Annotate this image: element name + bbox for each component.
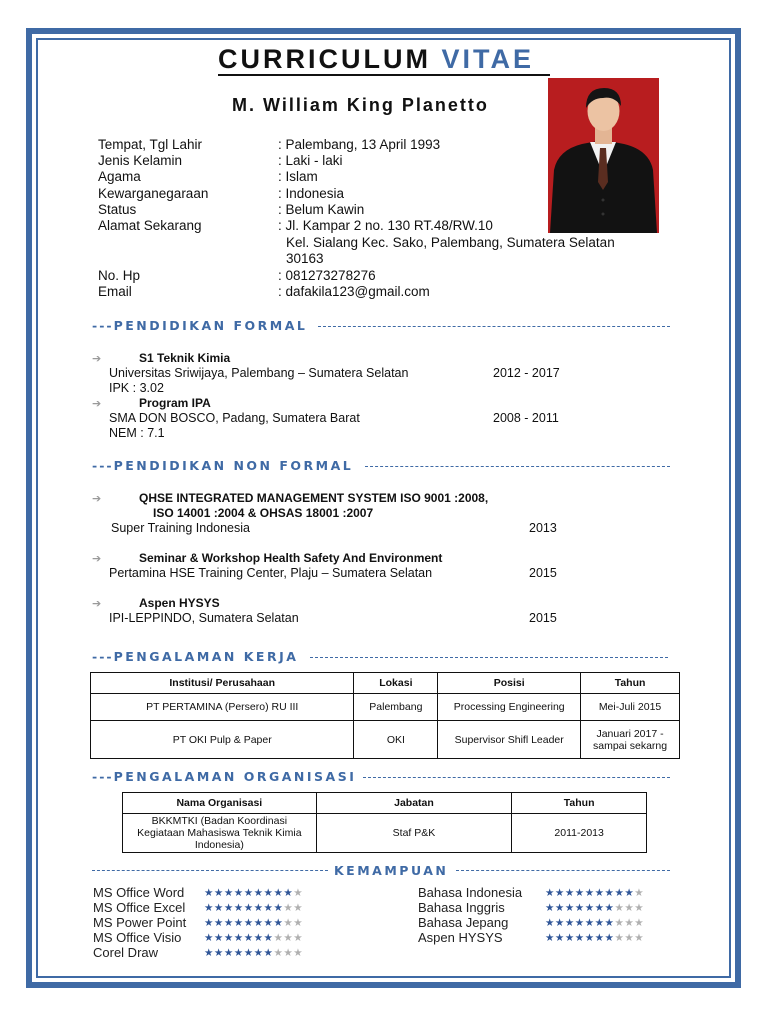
info-value: : 081273278276	[278, 268, 376, 283]
star-filled-icon: ★	[223, 902, 234, 914]
star-filled-icon: ★	[233, 887, 244, 899]
table-cell: PT OKI Pulp & Paper	[91, 721, 354, 759]
skill-name: MS Office Excel	[93, 900, 186, 915]
skill-rating	[204, 932, 303, 944]
star-filled-icon: ★	[204, 932, 214, 944]
skill-rating	[204, 902, 303, 914]
info-value: : Indonesia	[278, 186, 345, 201]
star-filled-icon: ★	[273, 887, 284, 899]
star-filled-icon: ★	[574, 917, 585, 929]
star-filled-icon: ★	[263, 947, 274, 959]
table-header: Tahun	[581, 673, 680, 694]
divider	[318, 326, 670, 327]
star-filled-icon: ★	[263, 902, 274, 914]
info-value: : Jl. Kampar 2 no. 130 RT.48/RW.10	[278, 218, 493, 233]
divider	[456, 870, 670, 871]
star-filled-icon: ★	[253, 902, 264, 914]
skill-rating	[545, 917, 644, 929]
star-filled-icon: ★	[594, 917, 605, 929]
star-filled-icon: ★	[233, 947, 244, 959]
course-title: QHSE INTEGRATED MANAGEMENT SYSTEM ISO 9001 :2008,	[139, 491, 489, 505]
table-cell: PT PERTAMINA (Persero) RU III	[91, 694, 354, 721]
star-filled-icon: ★	[213, 932, 224, 944]
star-filled-icon: ★	[213, 902, 224, 914]
table-cell: Processing Engineering	[438, 694, 581, 721]
table-cell: Supervisor Shifl Leader	[438, 721, 581, 759]
star-filled-icon: ★	[273, 902, 284, 914]
star-empty-icon: ★	[624, 917, 635, 929]
skill-rating	[545, 932, 644, 944]
star-filled-icon: ★	[243, 947, 254, 959]
info-label: Kewarganegaraan	[98, 186, 209, 201]
star-filled-icon: ★	[574, 902, 585, 914]
info-label: Agama	[98, 169, 141, 184]
star-filled-icon: ★	[243, 887, 254, 899]
star-filled-icon: ★	[564, 932, 575, 944]
info-value: : Palembang, 13 April 1993	[278, 137, 441, 152]
edu-score: IPK : 3.02	[109, 381, 164, 395]
star-filled-icon: ★	[204, 947, 214, 959]
star-empty-icon: ★	[293, 887, 304, 899]
star-empty-icon: ★	[283, 902, 294, 914]
course-year: 2013	[529, 521, 557, 535]
table-cell: 2011-2013	[512, 814, 647, 853]
star-filled-icon: ★	[253, 947, 264, 959]
table-header: Tahun	[512, 793, 647, 814]
star-filled-icon: ★	[253, 917, 264, 929]
star-filled-icon: ★	[243, 902, 254, 914]
star-filled-icon: ★	[204, 887, 214, 899]
info-label: Tempat, Tgl Lahir	[98, 137, 203, 152]
skill-name: Corel Draw	[93, 945, 159, 960]
star-filled-icon: ★	[545, 887, 555, 899]
section-header-work: ---PENGALAMAN KERJA	[92, 649, 299, 664]
arrow-icon: ➔	[92, 353, 102, 365]
profile-photo	[548, 78, 659, 233]
info-value: : Islam	[278, 169, 318, 184]
star-filled-icon: ★	[594, 887, 605, 899]
star-empty-icon: ★	[273, 947, 284, 959]
star-filled-icon: ★	[263, 887, 274, 899]
skill-rating	[204, 947, 303, 959]
table-row	[123, 814, 647, 853]
section-header-formal: ---PENDIDIKAN FORMAL	[92, 318, 308, 333]
star-filled-icon: ★	[253, 932, 264, 944]
star-empty-icon: ★	[293, 932, 304, 944]
divider	[310, 657, 668, 658]
info-value: 30163	[286, 251, 324, 266]
info-value: : Laki - laki	[278, 153, 343, 168]
skill-name: Aspen HYSYS	[418, 930, 503, 945]
skill-name: Bahasa Indonesia	[418, 885, 523, 900]
info-label: Email	[98, 284, 132, 299]
section-header-nonformal: ---PENDIDIKAN NON FORMAL	[92, 458, 354, 473]
info-value: Kel. Sialang Kec. Sako, Palembang, Sumatera Selatan	[286, 235, 615, 250]
star-filled-icon: ★	[204, 902, 214, 914]
star-filled-icon: ★	[584, 917, 595, 929]
table-header: Institusi/ Perusahaan	[91, 673, 354, 694]
divider	[365, 466, 670, 467]
table-cell: Staf P&K	[316, 814, 512, 853]
table-header: Nama Organisasi	[123, 793, 317, 814]
star-filled-icon: ★	[545, 902, 555, 914]
star-empty-icon: ★	[283, 947, 294, 959]
divider	[363, 777, 670, 778]
star-filled-icon: ★	[624, 887, 635, 899]
star-filled-icon: ★	[243, 932, 254, 944]
star-empty-icon: ★	[614, 932, 625, 944]
course-title: Seminar & Workshop Health Safety And Environment	[139, 551, 443, 565]
course-provider: Pertamina HSE Training Center, Plaju – Sumatera Selatan	[109, 566, 433, 580]
star-empty-icon: ★	[634, 902, 645, 914]
star-empty-icon: ★	[614, 902, 625, 914]
arrow-icon: ➔	[92, 398, 102, 410]
star-filled-icon: ★	[564, 902, 575, 914]
star-filled-icon: ★	[604, 887, 615, 899]
star-filled-icon: ★	[204, 917, 214, 929]
star-filled-icon: ★	[604, 902, 615, 914]
star-filled-icon: ★	[554, 932, 565, 944]
star-empty-icon: ★	[624, 902, 635, 914]
edu-score: NEM : 7.1	[109, 426, 165, 440]
star-filled-icon: ★	[564, 917, 575, 929]
course-provider: Super Training Indonesia	[111, 521, 250, 535]
star-empty-icon: ★	[634, 917, 645, 929]
course-title-cont: ISO 14001 :2004 & OHSAS 18001 :2007	[153, 506, 374, 520]
star-empty-icon: ★	[624, 932, 635, 944]
star-filled-icon: ★	[584, 932, 595, 944]
star-filled-icon: ★	[253, 887, 264, 899]
work-table	[90, 672, 680, 759]
star-filled-icon: ★	[584, 887, 595, 899]
skill-name: Bahasa Jepang	[418, 915, 509, 930]
star-filled-icon: ★	[263, 932, 274, 944]
star-empty-icon: ★	[293, 902, 304, 914]
info-value: : dafakila123@gmail.com	[278, 284, 430, 299]
skill-rating	[204, 917, 303, 929]
course-year: 2015	[529, 566, 557, 580]
star-filled-icon: ★	[574, 932, 585, 944]
edu-institution: SMA DON BOSCO, Padang, Sumatera Barat	[109, 411, 360, 425]
star-filled-icon: ★	[554, 902, 565, 914]
table-cell: OKI	[354, 721, 438, 759]
skill-name: MS Office Word	[93, 885, 185, 900]
section-header-skills: KEMAMPUAN	[334, 863, 449, 878]
star-filled-icon: ★	[223, 947, 234, 959]
table-header: Lokasi	[354, 673, 438, 694]
table-row	[91, 721, 680, 759]
info-label: No. Hp	[98, 268, 141, 283]
star-filled-icon: ★	[223, 917, 234, 929]
star-filled-icon: ★	[594, 902, 605, 914]
course-title: Aspen HYSYS	[139, 596, 220, 610]
skill-name: Bahasa Inggris	[418, 900, 505, 915]
arrow-icon: ➔	[92, 493, 102, 505]
skill-name: MS Office Visio	[93, 930, 182, 945]
star-filled-icon: ★	[213, 887, 224, 899]
star-filled-icon: ★	[223, 887, 234, 899]
star-filled-icon: ★	[273, 917, 284, 929]
star-empty-icon: ★	[273, 932, 284, 944]
star-empty-icon: ★	[283, 917, 294, 929]
star-filled-icon: ★	[223, 932, 234, 944]
star-filled-icon: ★	[594, 932, 605, 944]
skill-rating	[204, 887, 303, 899]
star-filled-icon: ★	[554, 917, 565, 929]
star-filled-icon: ★	[564, 887, 575, 899]
skill-rating	[545, 902, 644, 914]
course-provider: IPI-LEPPINDO, Sumatera Selatan	[109, 611, 299, 625]
section-header-org: ---PENGALAMAN ORGANISASI	[92, 769, 357, 784]
info-label: Alamat Sekarang	[98, 218, 202, 233]
star-filled-icon: ★	[263, 917, 274, 929]
star-filled-icon: ★	[545, 917, 555, 929]
skill-rating	[545, 887, 644, 899]
star-filled-icon: ★	[233, 902, 244, 914]
table-cell: BKKMTKI (Badan Koordinasi Kegiataan Mahasiswa Teknik Kimia Indonesia)	[123, 814, 317, 853]
star-filled-icon: ★	[604, 932, 615, 944]
table-header: Jabatan	[316, 793, 512, 814]
star-filled-icon: ★	[283, 887, 294, 899]
table-header-row	[91, 673, 680, 694]
table-cell: Mei-Juli 2015	[581, 694, 680, 721]
edu-institution: Universitas Sriwijaya, Palembang – Sumatera Selatan	[109, 366, 409, 380]
table-row	[91, 694, 680, 721]
title-accent: VITAE	[441, 44, 535, 74]
star-empty-icon: ★	[293, 917, 304, 929]
edu-year: 2008 - 2011	[493, 411, 559, 425]
document-title	[218, 44, 534, 75]
edu-year: 2012 - 2017	[493, 366, 560, 380]
edu-title: S1 Teknik Kimia	[139, 351, 231, 365]
star-filled-icon: ★	[554, 887, 565, 899]
info-value: : Belum Kawin	[278, 202, 365, 217]
star-empty-icon: ★	[614, 917, 625, 929]
star-filled-icon: ★	[614, 887, 625, 899]
star-filled-icon: ★	[213, 947, 224, 959]
star-filled-icon: ★	[243, 917, 254, 929]
star-filled-icon: ★	[213, 917, 224, 929]
course-year: 2015	[529, 611, 557, 625]
star-empty-icon: ★	[634, 932, 645, 944]
star-filled-icon: ★	[233, 932, 244, 944]
skill-name: MS Power Point	[93, 915, 187, 930]
star-filled-icon: ★	[604, 917, 615, 929]
arrow-icon: ➔	[92, 598, 102, 610]
star-filled-icon: ★	[574, 887, 585, 899]
star-empty-icon: ★	[293, 947, 304, 959]
edu-title: Program IPA	[139, 396, 211, 410]
title-underline	[218, 74, 550, 76]
table-header-row	[123, 793, 647, 814]
table-header: Posisi	[438, 673, 581, 694]
person-name: M. William King Planetto	[232, 95, 489, 115]
star-filled-icon: ★	[545, 932, 555, 944]
table-cell: Palembang	[354, 694, 438, 721]
star-empty-icon: ★	[283, 932, 294, 944]
star-filled-icon: ★	[584, 902, 595, 914]
title-main: CURRICULUM	[218, 44, 431, 74]
divider	[92, 870, 328, 871]
table-cell: Januari 2017 - sampai sekarng	[581, 721, 680, 759]
org-table	[122, 792, 647, 853]
info-label: Jenis Kelamin	[98, 153, 183, 168]
star-filled-icon: ★	[233, 917, 244, 929]
arrow-icon: ➔	[92, 553, 102, 565]
info-label: Status	[98, 202, 137, 217]
star-empty-icon: ★	[634, 887, 645, 899]
